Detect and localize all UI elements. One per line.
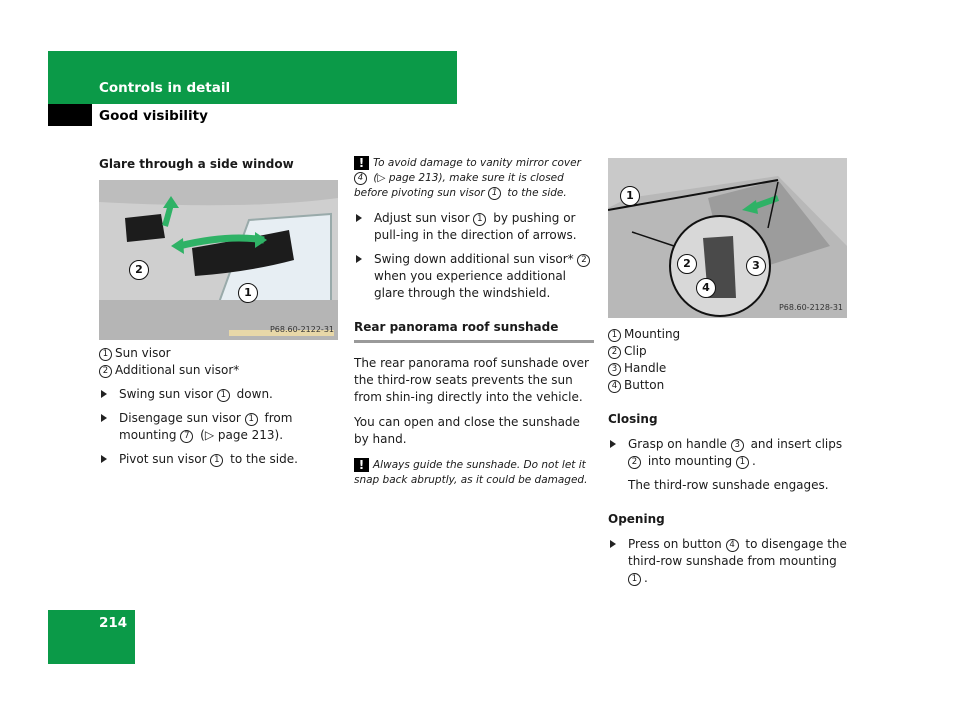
step-item: Adjust sun visor 1 by pushing or pull-ing in the direction of arrows. bbox=[354, 210, 594, 244]
step-item: Grasp on handle 3 and insert clips 2 into mounting 1 . bbox=[608, 436, 848, 470]
callout-1: 1 bbox=[238, 283, 258, 303]
sunshade-figure bbox=[608, 158, 847, 318]
step-item: Pivot sun visor 1 to the side. bbox=[99, 451, 339, 468]
page-subtitle: Good visibility bbox=[99, 108, 208, 124]
column-3 bbox=[608, 156, 848, 587]
callout-4: 4 bbox=[696, 278, 716, 298]
callout-3: 3 bbox=[746, 256, 766, 276]
column-2 bbox=[354, 156, 594, 488]
legend-item: 1 Sun visor bbox=[99, 345, 339, 362]
paragraph: You can open and close the sunshade by hand. bbox=[354, 415, 580, 446]
paragraph: The rear panorama roof sunshade over the third-row seats prevents the sun from shin-ing directly into the vehicle. bbox=[354, 356, 589, 404]
legend-item: 2 Additional sun visor* bbox=[99, 362, 339, 379]
step-item: Press on button 4 to disengage the third-row sunshade from mounting 1 . bbox=[608, 536, 848, 587]
page-number: 214 bbox=[99, 615, 128, 631]
callout-2: 2 bbox=[677, 254, 697, 274]
subtitle-marker bbox=[48, 104, 92, 126]
figure-code: P68.60-2128-31 bbox=[778, 303, 843, 312]
legend-item: 2 Clip bbox=[608, 343, 848, 360]
legend-item: 4 Button bbox=[608, 377, 848, 394]
column-1 bbox=[99, 156, 339, 468]
legend-item: 1 Mounting bbox=[608, 326, 848, 343]
warning-note: ! Always guide the sunshade. Do not let it snap back abruptly, as it could be damaged. bbox=[354, 458, 588, 486]
sunshade-illustration bbox=[608, 158, 847, 318]
section-heading: Glare through a side window bbox=[99, 157, 294, 171]
step-item: Swing sun visor 1 down. bbox=[99, 386, 339, 403]
step-item: Swing down additional sun visor* 2 when you experience additional glare through the windshield. bbox=[354, 251, 594, 302]
closing-heading: Closing bbox=[608, 412, 658, 426]
callout-1: 1 bbox=[620, 186, 640, 206]
warning-icon: ! bbox=[354, 458, 369, 472]
sun-visor-figure bbox=[99, 180, 338, 340]
result-text: The third-row sunshade engages. bbox=[628, 478, 829, 492]
figure-code: P68.60-2122-31 bbox=[269, 325, 334, 334]
header-band bbox=[48, 51, 457, 104]
legend-item: 3 Handle bbox=[608, 360, 848, 377]
warning-note: ! To avoid damage to vanity mirror cover 4 (▷ page 213), make sure it is closed before pivoting sun visor 1 to the side. bbox=[354, 156, 581, 199]
section-title: Controls in detail bbox=[99, 80, 231, 96]
opening-heading: Opening bbox=[608, 512, 665, 526]
section-heading: Rear panorama roof sunshade bbox=[354, 319, 594, 343]
callout-2: 2 bbox=[129, 260, 149, 280]
step-item: Disengage sun visor 1 from mounting 7 (▷ page 213). bbox=[99, 410, 339, 444]
warning-icon: ! bbox=[354, 156, 369, 170]
